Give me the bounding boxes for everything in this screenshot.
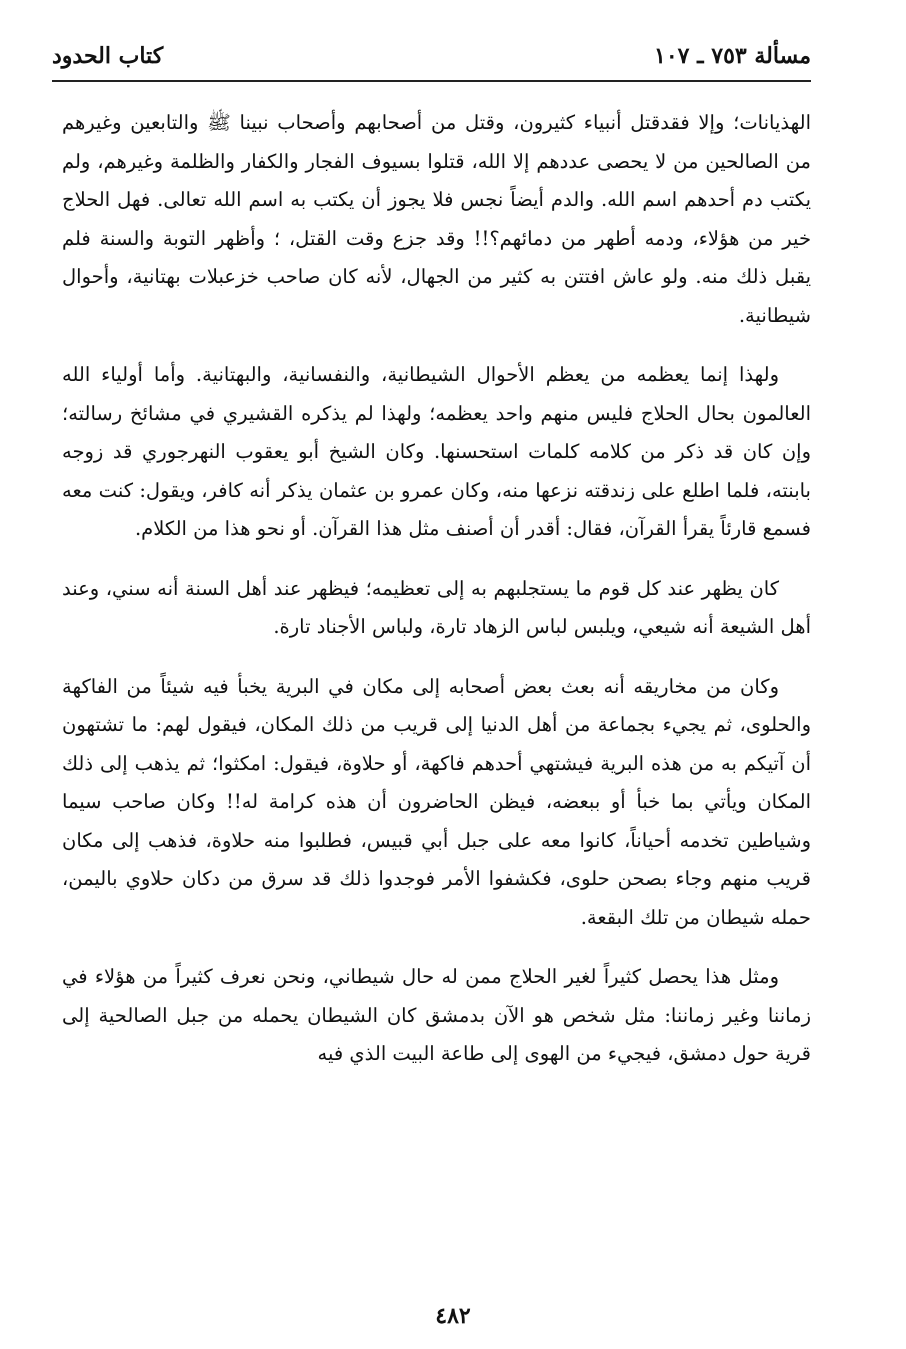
page-number: ٤٨٢ [435, 1303, 471, 1329]
book-title: كتاب الحدود [52, 43, 164, 69]
header-divider [52, 80, 811, 82]
paragraph: الهذيانات؛ وإلا فقدقتل أنبياء كثيرون، وقتل من أصحابهم وأصحاب نبينا ﷺ والتابعين وغيرهم من الصالحين من لا يحصى عددهم إلا الله، قتلوا بسيوف الفجار والكفار والظلمة وغيرهم، ولم يكتب دم أحدهم اسم الله. والدم أيضاً نجس فلا يجوز أن يكتب به اسم الله تعالى. فهل الحلاج خير من هؤلاء، ودمه أطهر من دمائهم؟!! وقد جزع وقت القتل، ؛ وأظهر التوبة والسنة فلم يقبل ذلك منه. ولو عاش افتتن به كثير من الجهال، لأنه كان صاحب خزعبلات بهتانية، وأحوال شيطانية. [62, 111, 811, 327]
paragraph: ومثل هذا يحصل كثيراً لغير الحلاج ممن له حال شيطاني، ونحن نعرف كثيراً من هؤلاء في زماننا وغير زماننا: مثل شخص هو الآن بدمشق كان الشيطان يحمله من جبل الصالحية إلى قرية حول دمشق، فيجيء من الهوى إلى طاعة البيت الذي فيه [62, 965, 811, 1065]
paragraph: ولهذا إنما يعظمه من يعظم الأحوال الشيطانية، والنفسانية، والبهتانية. وأما أولياء الله العالمون بحال الحلاج فليس منهم واحد يعظمه؛ ولهذا لم يذكره القشيري في مشائخ رسالته؛ وإن كان قد ذكر من كلامه كلمات استحسنها. وكان الشيخ أبو يعقوب النهرجوري قد زوجه بابنته، فلما اطلع على زندقته نزعها منه، وكان عمرو بن عثمان يذكر أنه كافر، ويقول: كنت معه فسمع قارئاً يقرأ القرآن، فقال: أقدر أن أصنف مثل هذا القرآن. أو نحو هذا من الكلام. [62, 363, 811, 540]
running-header [52, 38, 811, 74]
body-text [62, 104, 811, 1095]
chapter-reference: مسألة ٧٥٣ ـ ١٠٧ [654, 43, 811, 69]
paragraph: كان يظهر عند كل قوم ما يستجلبهم به إلى تعظيمه؛ فيظهر عند أهل السنة أنه سني، وعند أهل الشيعة أنه شيعي، ويلبس لباس الزهاد تارة، ولباس الأجناد تارة. [62, 576, 811, 638]
paragraph: وكان من مخاريقه أنه بعث بعض أصحابه إلى مكان في البرية يخبأ فيه شيئاً من الفاكهة والحلوى، ثم يجيء بجماعة من أهل الدنيا إلى قريب من ذلك المكان، فيقول لهم: ما تشتهون أن آتيكم به من هذه البرية فيشتهي أحدهم فاكهة، أو حلاوة، فيقول: امكثوا؛ ثم يذهب إلى ذلك المكان ويأتي بما خبأ أو ببعضه، فيظن الحاضرون أن هذه كرامة له!! وكان صاحب سيما وشياطين تخدمه أحياناً، كانوا معه على جبل أبي قبيس، فطلبوا منه حلاوة، فذهب إلى مكان قريب منهم وجاء بصحن حلوى، فكشفوا الأمر فوجدوا ذلك قد سرق من دكان حلاوي باليمن، حمله شيطان من تلك البقعة. [62, 674, 811, 929]
